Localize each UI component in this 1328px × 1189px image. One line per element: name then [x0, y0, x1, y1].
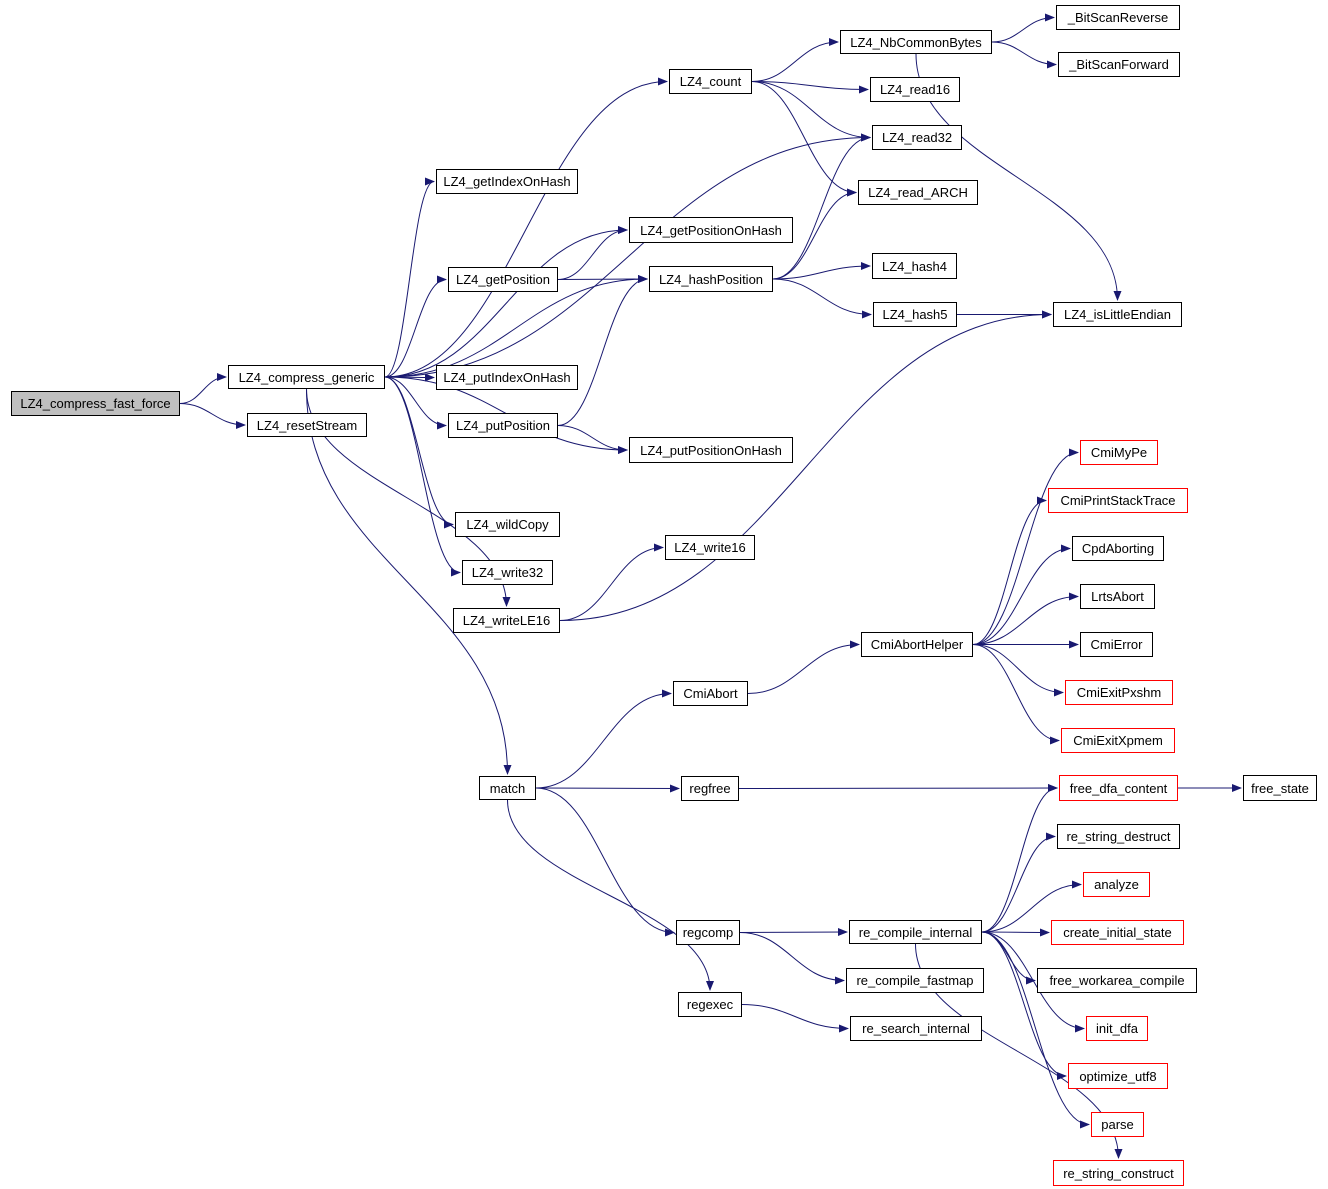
- node-LZ4_getPositionOnHash[interactable]: LZ4_getPositionOnHash: [629, 217, 793, 243]
- edge-regexec-re_search_internal: [742, 1005, 848, 1029]
- edge-LZ4_hashPosition-LZ4_read32: [773, 138, 870, 280]
- node-_BitScanReverse[interactable]: _BitScanReverse: [1056, 5, 1180, 30]
- node-free_dfa_content[interactable]: free_dfa_content: [1059, 775, 1178, 801]
- edge-LZ4_compress_generic-LZ4_getPositionOnHash: [385, 230, 627, 377]
- node-LZ4_hash4[interactable]: LZ4_hash4: [872, 253, 957, 279]
- node-re_string_destruct[interactable]: re_string_destruct: [1057, 824, 1180, 849]
- node-LZ4_compress_generic[interactable]: LZ4_compress_generic: [228, 365, 385, 389]
- edge-LZ4_getPosition-LZ4_getPositionOnHash: [558, 230, 627, 280]
- node-LZ4_read16[interactable]: LZ4_read16: [870, 77, 960, 102]
- node-LZ4_compress_fast_force: LZ4_compress_fast_force: [11, 391, 180, 416]
- node-re_compile_internal[interactable]: re_compile_internal: [849, 920, 982, 944]
- node-_BitScanForward[interactable]: _BitScanForward: [1058, 52, 1180, 77]
- edge-LZ4_compress_generic-LZ4_getPosition: [385, 280, 446, 378]
- node-CmiExitXpmem[interactable]: CmiExitXpmem: [1061, 728, 1175, 753]
- edge-CmiAbortHelper-CmiPrintStackTrace: [973, 501, 1046, 645]
- node-re_compile_fastmap[interactable]: re_compile_fastmap: [846, 968, 984, 993]
- edge-LZ4_NbCommonBytes-_BitScanReverse: [992, 18, 1054, 43]
- node-CmiMyPe[interactable]: CmiMyPe: [1080, 440, 1158, 465]
- edge-LZ4_compress_generic-LZ4_getIndexOnHash: [385, 182, 434, 378]
- edge-LZ4_compress_generic-LZ4_wildCopy: [385, 377, 453, 525]
- node-CmiError[interactable]: CmiError: [1080, 632, 1153, 657]
- edge-re_compile_internal-optimize_utf8: [982, 932, 1066, 1076]
- node-LZ4_count[interactable]: LZ4_count: [669, 69, 752, 94]
- edge-LZ4_getPosition-LZ4_hashPosition: [558, 279, 647, 280]
- edge-LZ4_count-LZ4_read_ARCH: [752, 82, 856, 193]
- node-LZ4_read32[interactable]: LZ4_read32: [872, 125, 962, 150]
- edge-CmiAbort-CmiAbortHelper: [748, 645, 859, 694]
- node-LZ4_putIndexOnHash[interactable]: LZ4_putIndexOnHash: [436, 365, 578, 390]
- node-free_state[interactable]: free_state: [1243, 775, 1317, 801]
- edge-LZ4_writeLE16-LZ4_write16: [560, 548, 663, 621]
- edge-LZ4_compress_fast_force-LZ4_resetStream: [180, 404, 245, 426]
- node-CmiExitPxshm[interactable]: CmiExitPxshm: [1065, 680, 1173, 705]
- edge-LZ4_compress_generic-LZ4_hashPosition: [385, 279, 647, 377]
- edge-re_compile_internal-free_dfa_content: [982, 788, 1057, 932]
- node-LrtsAbort[interactable]: LrtsAbort: [1080, 584, 1155, 609]
- edge-LZ4_compress_fast_force-LZ4_compress_generic: [180, 377, 226, 404]
- node-CpdAborting[interactable]: CpdAborting: [1072, 536, 1164, 561]
- edge-LZ4_putPosition-LZ4_putPositionOnHash: [558, 426, 627, 451]
- node-CmiAbortHelper[interactable]: CmiAbortHelper: [861, 632, 973, 657]
- node-LZ4_write32[interactable]: LZ4_write32: [462, 560, 553, 585]
- node-LZ4_wildCopy[interactable]: LZ4_wildCopy: [455, 512, 560, 537]
- node-LZ4_putPositionOnHash[interactable]: LZ4_putPositionOnHash: [629, 437, 793, 463]
- edge-LZ4_writeLE16-LZ4_isLittleEndian: [560, 315, 1051, 621]
- node-create_initial_state[interactable]: create_initial_state: [1051, 920, 1184, 945]
- node-optimize_utf8[interactable]: optimize_utf8: [1068, 1063, 1168, 1089]
- node-LZ4_isLittleEndian[interactable]: LZ4_isLittleEndian: [1053, 302, 1182, 327]
- edge-regcomp-re_compile_fastmap: [740, 933, 844, 981]
- edge-re_compile_internal-parse: [982, 932, 1089, 1125]
- edge-re_compile_internal-create_initial_state: [982, 932, 1049, 933]
- edge-LZ4_putPosition-LZ4_hashPosition: [558, 279, 647, 426]
- edge-regfree-free_dfa_content: [739, 788, 1057, 789]
- node-LZ4_write16[interactable]: LZ4_write16: [665, 535, 755, 560]
- edge-match-regfree: [536, 788, 679, 789]
- edge-LZ4_hashPosition-LZ4_hash5: [773, 279, 871, 315]
- node-regexec[interactable]: regexec: [678, 992, 742, 1017]
- edge-match-CmiAbort: [536, 694, 671, 789]
- edge-regcomp-re_compile_internal: [740, 932, 847, 933]
- node-re_string_construct[interactable]: re_string_construct: [1053, 1160, 1184, 1186]
- node-regfree[interactable]: regfree: [681, 776, 739, 801]
- node-LZ4_NbCommonBytes[interactable]: LZ4_NbCommonBytes: [840, 30, 992, 54]
- edge-CmiAbortHelper-CmiMyPe: [973, 453, 1078, 645]
- node-parse[interactable]: parse: [1091, 1112, 1144, 1137]
- node-LZ4_resetStream[interactable]: LZ4_resetStream: [247, 413, 367, 437]
- edge-CmiAbortHelper-LrtsAbort: [973, 597, 1078, 645]
- edge-CmiAbortHelper-CmiExitXpmem: [973, 645, 1059, 741]
- edge-LZ4_count-LZ4_NbCommonBytes: [752, 42, 838, 82]
- node-LZ4_putPosition[interactable]: LZ4_putPosition: [448, 413, 558, 438]
- node-CmiPrintStackTrace[interactable]: CmiPrintStackTrace: [1048, 488, 1188, 513]
- edge-match-regexec: [508, 800, 711, 990]
- node-LZ4_hashPosition[interactable]: LZ4_hashPosition: [649, 266, 773, 292]
- edge-LZ4_NbCommonBytes-_BitScanForward: [992, 42, 1056, 65]
- node-LZ4_hash5[interactable]: LZ4_hash5: [873, 302, 957, 327]
- node-free_workarea_compile[interactable]: free_workarea_compile: [1037, 968, 1197, 993]
- node-LZ4_getPosition[interactable]: LZ4_getPosition: [448, 267, 558, 292]
- edge-LZ4_compress_generic-LZ4_write32: [385, 377, 460, 573]
- edge-match-regcomp: [536, 788, 674, 933]
- edge-re_compile_internal-free_workarea_compile: [982, 932, 1035, 981]
- node-init_dfa[interactable]: init_dfa: [1086, 1016, 1148, 1041]
- node-LZ4_getIndexOnHash[interactable]: LZ4_getIndexOnHash: [436, 169, 578, 194]
- node-match[interactable]: match: [479, 776, 536, 800]
- edge-LZ4_count-LZ4_read16: [752, 82, 868, 90]
- node-analyze[interactable]: analyze: [1083, 872, 1150, 897]
- edge-LZ4_count-LZ4_read32: [752, 82, 870, 138]
- node-CmiAbort[interactable]: CmiAbort: [673, 681, 748, 706]
- edge-LZ4_compress_generic-LZ4_count: [385, 82, 667, 378]
- edge-re_compile_internal-re_string_destruct: [982, 837, 1055, 933]
- node-LZ4_writeLE16[interactable]: LZ4_writeLE16: [453, 608, 560, 633]
- edge-CmiAbortHelper-CmiExitPxshm: [973, 645, 1063, 693]
- node-re_search_internal[interactable]: re_search_internal: [850, 1016, 982, 1041]
- node-regcomp[interactable]: regcomp: [676, 920, 740, 945]
- node-LZ4_read_ARCH[interactable]: LZ4_read_ARCH: [858, 180, 978, 205]
